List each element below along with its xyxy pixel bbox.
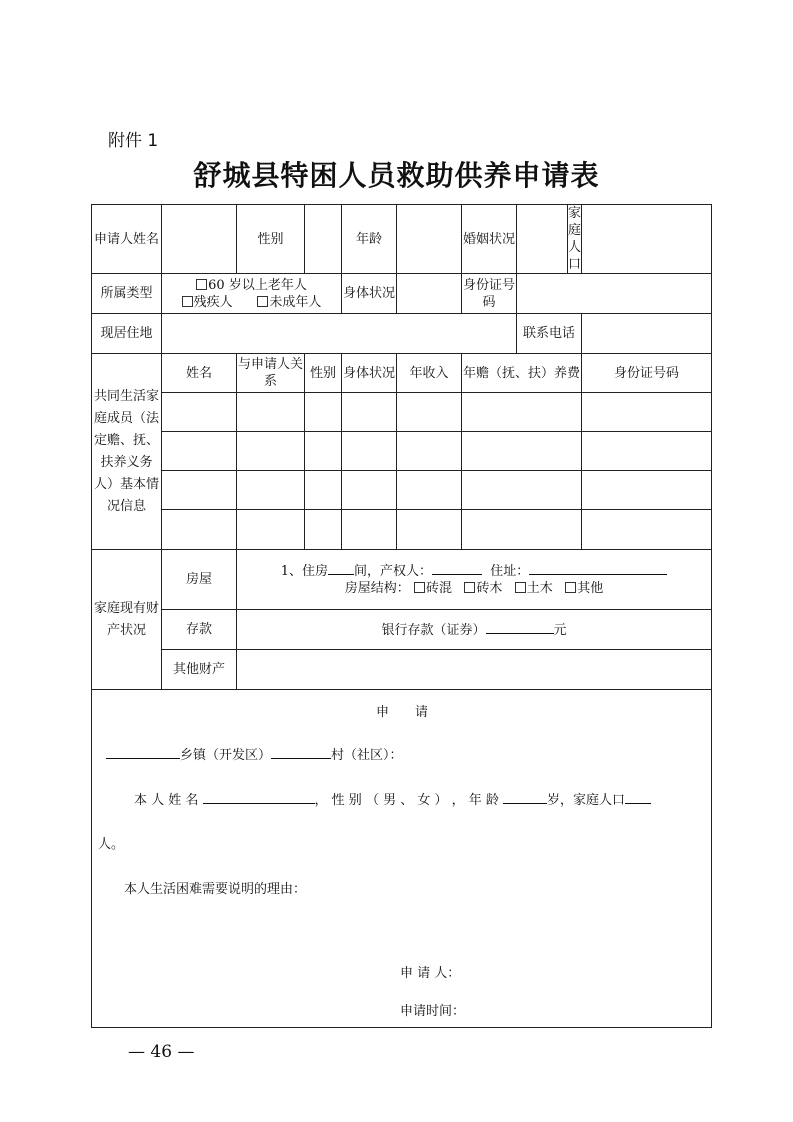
village-field[interactable] [271, 746, 331, 759]
member-support-cell[interactable] [462, 432, 582, 471]
household-size-label: 家庭人口 [568, 206, 582, 272]
option-disabled-label: 残疾人 [193, 294, 233, 310]
gender-field[interactable] [305, 205, 342, 274]
application-section [92, 690, 711, 1027]
member-support-cell[interactable] [462, 471, 582, 510]
member-relation-cell[interactable] [237, 393, 305, 432]
house-structure-label: 房屋结构： [344, 581, 410, 596]
option-brick-concrete[interactable] [414, 581, 452, 596]
checkbox-icon[interactable] [414, 582, 425, 593]
phone-label: 联系电话 [517, 314, 582, 354]
address-label: 现居住地 [92, 314, 162, 354]
member-health-cell[interactable] [342, 471, 397, 510]
health-field[interactable] [397, 274, 462, 314]
member-id-cell[interactable] [582, 432, 712, 471]
deposit-details [237, 610, 712, 650]
member-relation-cell[interactable] [237, 510, 305, 550]
household-size-field[interactable] [582, 205, 712, 274]
house-owner-field[interactable] [432, 562, 482, 575]
other-property-field[interactable] [237, 650, 712, 690]
member-gender-cell[interactable] [305, 471, 342, 510]
address-field[interactable] [162, 314, 517, 354]
members-header-income: 年收入 [397, 354, 462, 393]
checkbox-icon[interactable] [257, 296, 268, 307]
members-header-name: 姓名 [162, 354, 237, 393]
house-rooms-field[interactable] [328, 562, 354, 575]
deposit-text: 银行存款（证券） [381, 622, 486, 638]
other-property-label: 其他财产 [162, 650, 237, 690]
option-earth-wood[interactable] [515, 581, 553, 596]
member-health-cell[interactable] [342, 510, 397, 550]
health-label: 身体状况 [342, 274, 397, 314]
house-address-field[interactable] [529, 562, 667, 575]
member-id-cell[interactable] [582, 393, 712, 432]
gender-label: 性别 [237, 205, 305, 274]
members-header-relation: 与申请人关系 [237, 354, 305, 393]
house-details [237, 550, 712, 610]
option-other-label: 其他 [577, 581, 604, 596]
option-brick-concrete-label: 砖混 [425, 581, 452, 596]
checkbox-icon[interactable] [464, 582, 475, 593]
members-header-gender: 性别 [305, 354, 342, 393]
house-owner-label: 间，产权人： [353, 564, 432, 579]
member-support-cell[interactable] [462, 510, 582, 550]
option-disabled[interactable] [182, 295, 233, 310]
category-label: 所属类型 [92, 274, 162, 314]
member-income-cell[interactable] [397, 432, 462, 471]
house-label: 房屋 [162, 550, 237, 610]
table-row [92, 510, 712, 550]
member-gender-cell[interactable] [305, 432, 342, 471]
member-support-cell[interactable] [462, 393, 582, 432]
member-gender-cell[interactable] [305, 393, 342, 432]
member-relation-cell[interactable] [237, 432, 305, 471]
category-options [162, 274, 342, 314]
village-label: 村（社区）： [331, 748, 403, 763]
members-section-label: 共同生活家庭成员（法定赡、抚、扶养义务人）基本情况信息 [92, 354, 162, 550]
table-row [92, 432, 712, 471]
people-unit: 人。 [98, 837, 125, 852]
member-income-cell[interactable] [397, 393, 462, 432]
member-health-cell[interactable] [342, 393, 397, 432]
option-other[interactable] [565, 581, 603, 596]
age-label: 年龄 [342, 205, 397, 274]
option-brick-wood[interactable] [464, 581, 502, 596]
house-address-label: 住址： [490, 564, 530, 579]
member-id-cell[interactable] [582, 510, 712, 550]
self-gender-age-label: ， 性 别 （ 男 、 女 ） ， 年 龄 [314, 793, 499, 808]
member-name-cell[interactable] [162, 471, 237, 510]
applicant-name-field[interactable] [162, 205, 237, 274]
reason-label: 本人生活困难需要说明的理由： [124, 882, 307, 897]
self-info-line [134, 791, 651, 809]
member-health-cell[interactable] [342, 432, 397, 471]
phone-field[interactable] [582, 314, 712, 354]
member-relation-cell[interactable] [237, 471, 305, 510]
member-name-cell[interactable] [162, 510, 237, 550]
member-name-cell[interactable] [162, 393, 237, 432]
checkbox-icon[interactable] [182, 296, 193, 307]
members-header-health: 身体状况 [342, 354, 397, 393]
option-earth-wood-label: 土木 [526, 581, 553, 596]
option-minor[interactable] [257, 295, 321, 310]
apply-time-label: 申请时间： [400, 1004, 466, 1019]
form-title: 舒城县特困人员救助供养申请表 [193, 159, 600, 192]
member-name-cell[interactable] [162, 432, 237, 471]
id-number-label: 身份证号 码 [462, 274, 517, 314]
town-line [106, 746, 403, 764]
member-income-cell[interactable] [397, 510, 462, 550]
marital-status-field[interactable] [517, 205, 568, 273]
option-brick-wood-label: 砖木 [476, 581, 503, 596]
self-age-field[interactable] [503, 791, 547, 804]
option-minor-label: 未成年人 [269, 294, 322, 310]
id-number-field[interactable] [517, 274, 712, 314]
town-field[interactable] [106, 746, 180, 759]
table-row [92, 471, 712, 510]
deposit-unit: 元 [553, 622, 567, 638]
self-household-field[interactable] [625, 791, 651, 804]
member-id-cell[interactable] [582, 471, 712, 510]
members-header-id: 身份证号码 [582, 354, 712, 393]
self-household-label: 岁，家庭人口 [547, 793, 626, 808]
deposit-label: 存款 [162, 610, 237, 650]
page-number: — 46 — [128, 1042, 195, 1062]
attachment-label: 附件 1 [108, 131, 159, 151]
deposit-amount-field[interactable] [486, 621, 554, 634]
age-field[interactable] [397, 205, 462, 274]
marital-status-label: 婚姻状况 [462, 205, 517, 274]
checkbox-icon[interactable] [515, 582, 526, 593]
member-income-cell[interactable] [397, 471, 462, 510]
applicant-signature-label: 申 请 人： [400, 966, 461, 981]
property-section-label: 家庭现有财产状况 [92, 550, 162, 690]
checkbox-icon[interactable] [565, 582, 576, 593]
option-elderly[interactable] [162, 277, 341, 294]
application-heading: 申 请 [375, 705, 428, 720]
member-gender-cell[interactable] [305, 510, 342, 550]
application-form [91, 204, 712, 1028]
self-name-label: 本 人 姓 名 [134, 793, 199, 808]
applicant-name-label: 申请人姓名 [92, 205, 162, 274]
checkbox-icon[interactable] [196, 279, 207, 290]
house-rooms-label: 1、住房 [280, 564, 328, 579]
option-elderly-label: 60 岁以上老年人 [208, 277, 307, 293]
table-row [92, 393, 712, 432]
members-header-support: 年赡（抚、扶）养费 [462, 354, 582, 393]
self-name-field[interactable] [203, 791, 315, 804]
town-label: 乡镇（开发区） [180, 748, 272, 763]
